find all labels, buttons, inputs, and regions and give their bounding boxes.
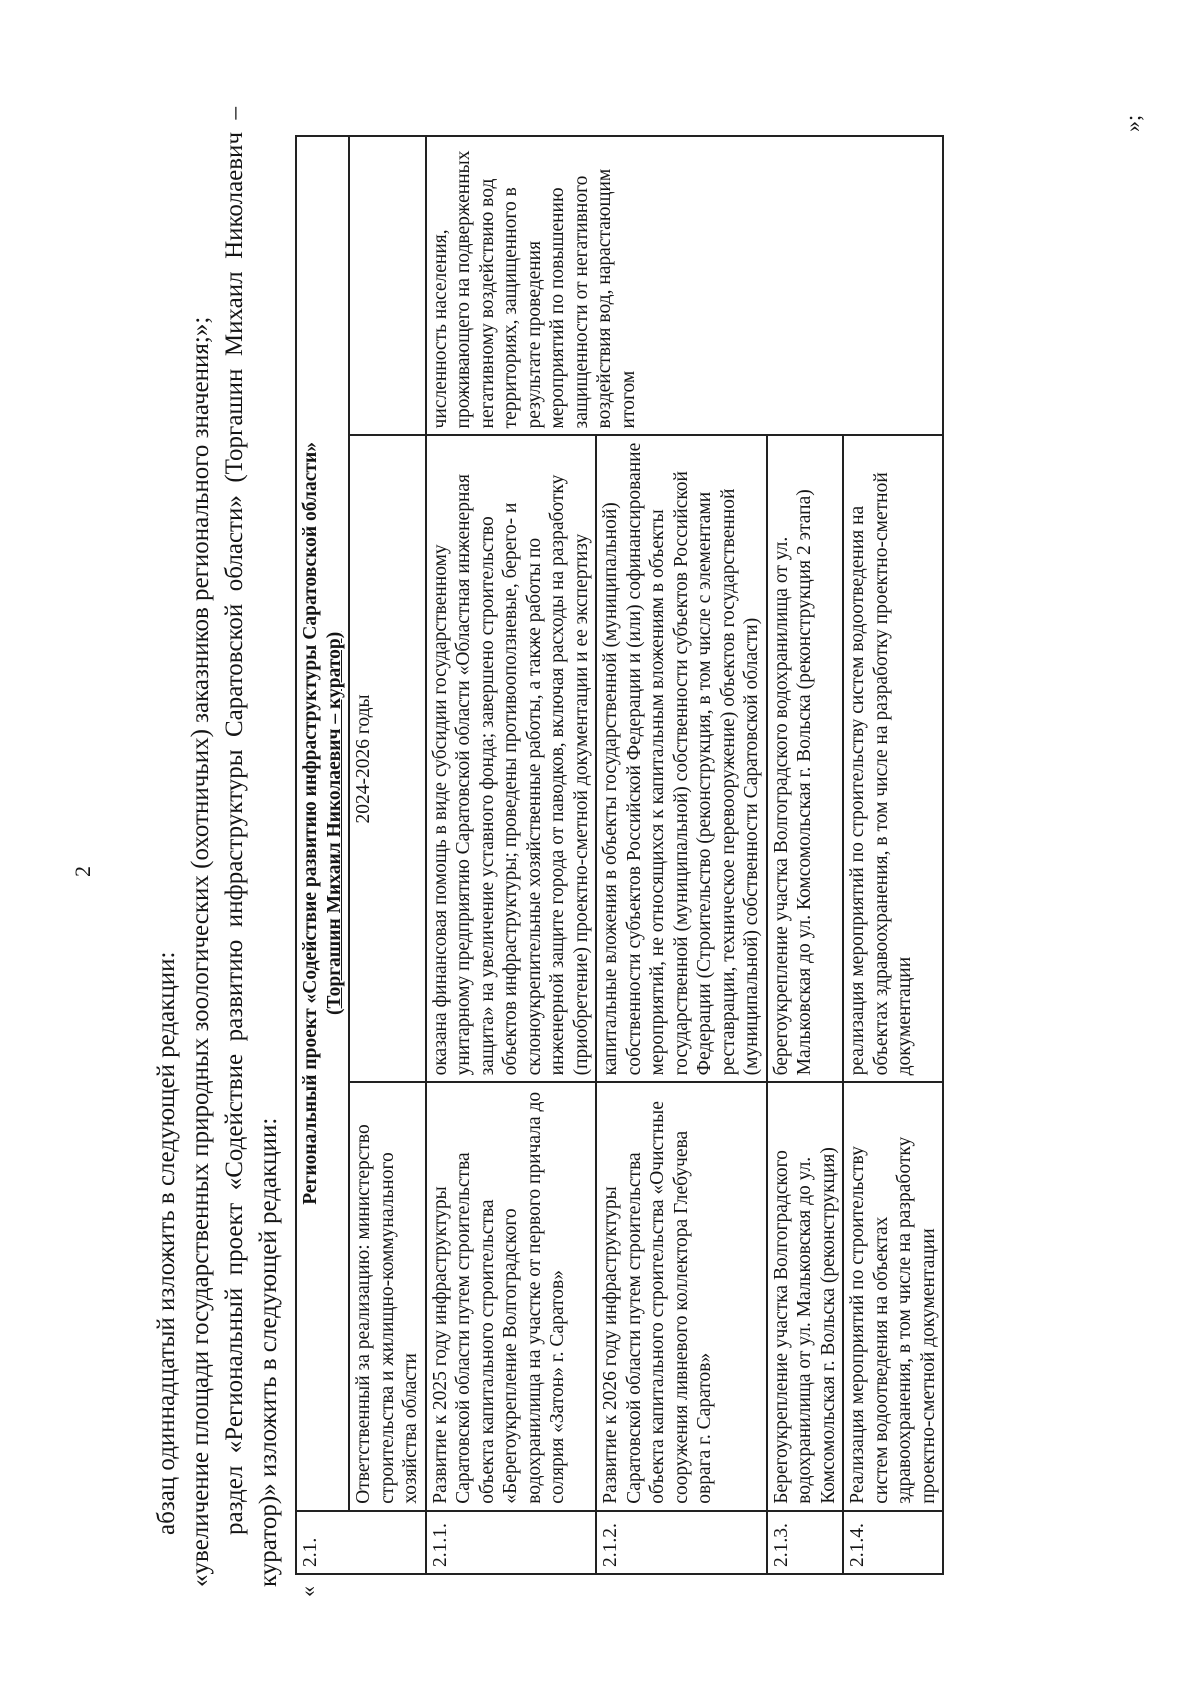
period-cell: 2024-2026 годы — [349, 435, 426, 1082]
row-task: Берегоукрепление участка Волгоградского водохранилища от ул. Мальковская до ул. Комсомольская г. Вольска (реконструкция) — [767, 1082, 844, 1510]
row-number: 2.1.3. — [767, 1511, 844, 1574]
section-title-line-2: (Торгашин Михаил Николаевич – куратор) — [323, 631, 345, 1016]
quote-close: »; — [1120, 114, 1145, 132]
responsible-row — [349, 136, 426, 1574]
row-number: 2.1.4. — [843, 1511, 943, 1574]
empty-cell — [349, 136, 426, 435]
row-task: Реализация мероприятий по строительству систем водоотведения на объектах здравоохранения, в том числе на разработку проектно-сметной документации — [843, 1082, 943, 1510]
quote-open: « — [295, 1586, 320, 1597]
intro-line-1: абзац одиннадцатый изложить в следующей редакции: — [153, 951, 180, 1535]
row-results: оказана финансовая помощь в виде субсидии государственному унитарному предприятию Саратовской области «Областная инженерная защита» на увеличение уставного фонда; завершено строительство объектов инфраструктуры; проведены противооползневые, берего- и склоноукрепительные хозяйственные работы, а также работы по инженерной защите города от паводков, включая расходы на разработку (приобретение) проектно-сметной документации и ее экспертизу — [426, 435, 597, 1082]
section-header-row — [296, 136, 349, 1574]
section-title-line-1: Региональный проект «Содействие развитию инфраструктуры Саратовской области» — [300, 442, 321, 1205]
row-task: Развитие к 2026 году инфраструктуры Саратовской области путем строительства объекта капитального строительства «Очистные сооружения ливневого коллектора Глебучева оврага г. Саратов» — [596, 1082, 767, 1510]
row-results: реализация мероприятий по строительству систем водоотведения на объектах здравоохранения, в том числе на разработку проектно-сметной документации — [843, 435, 943, 1082]
row-indicator: численность населения, проживающего на подверженных негативному воздействию вод территориях, защищенного в результате проведения мероприятий по повышению защищенности от негативного воздействия вод, нарастающим итогом — [426, 136, 944, 435]
row-results: капитальные вложения в объекты государственной (муниципальной) собственности субъектов Российской Федерации и (или) софинансирование мероприятий, не относящихся к капитальным вложениям в объекты государственной (муниципальной) собственности субъектов Российской Федерации (Строительство (реконструкция, в том числе с элементами реставрации, техническое перевооружение) объектов государственной (муниципальной) собственности Саратовской области) — [596, 435, 767, 1082]
page-number: 2 — [70, 866, 95, 877]
row-task: Развитие к 2025 году инфраструктуры Саратовской области путем строительства объекта капитального строительства «Берегоукрепление Волгоградского водохранилища на участке от первого причала до солярия «Затон» г. Саратов» — [426, 1082, 597, 1510]
section-title — [296, 136, 349, 1511]
intro-line-2: «увеличение площади государственных природных зоологических (охотничьих) заказников регионального значения;»; — [187, 316, 214, 1587]
row-number: 2.1.2. — [596, 1511, 767, 1574]
table-row — [426, 136, 597, 1574]
row-number: 2.1.1. — [426, 1511, 597, 1574]
section-number: 2.1. — [296, 1511, 426, 1574]
responsible-cell: Ответственный за реализацию: министерство строительства и жилищно-коммунального хозяйства области — [349, 1082, 426, 1510]
project-table — [295, 135, 944, 1575]
row-results: берегоукрепление участка Волгоградского водохранилища от ул. Мальковская до ул. Комсомольская г. Вольска (реконструкция 2 этапа) — [767, 435, 844, 1082]
intro-line-3: раздел «Региональный проект «Содействие развитию инфраструктуры Саратовской области» (Торгашин Михаил Николаевич – куратор)» изложить в следующей редакции: — [221, 107, 282, 1587]
intro-text — [150, 107, 286, 1587]
